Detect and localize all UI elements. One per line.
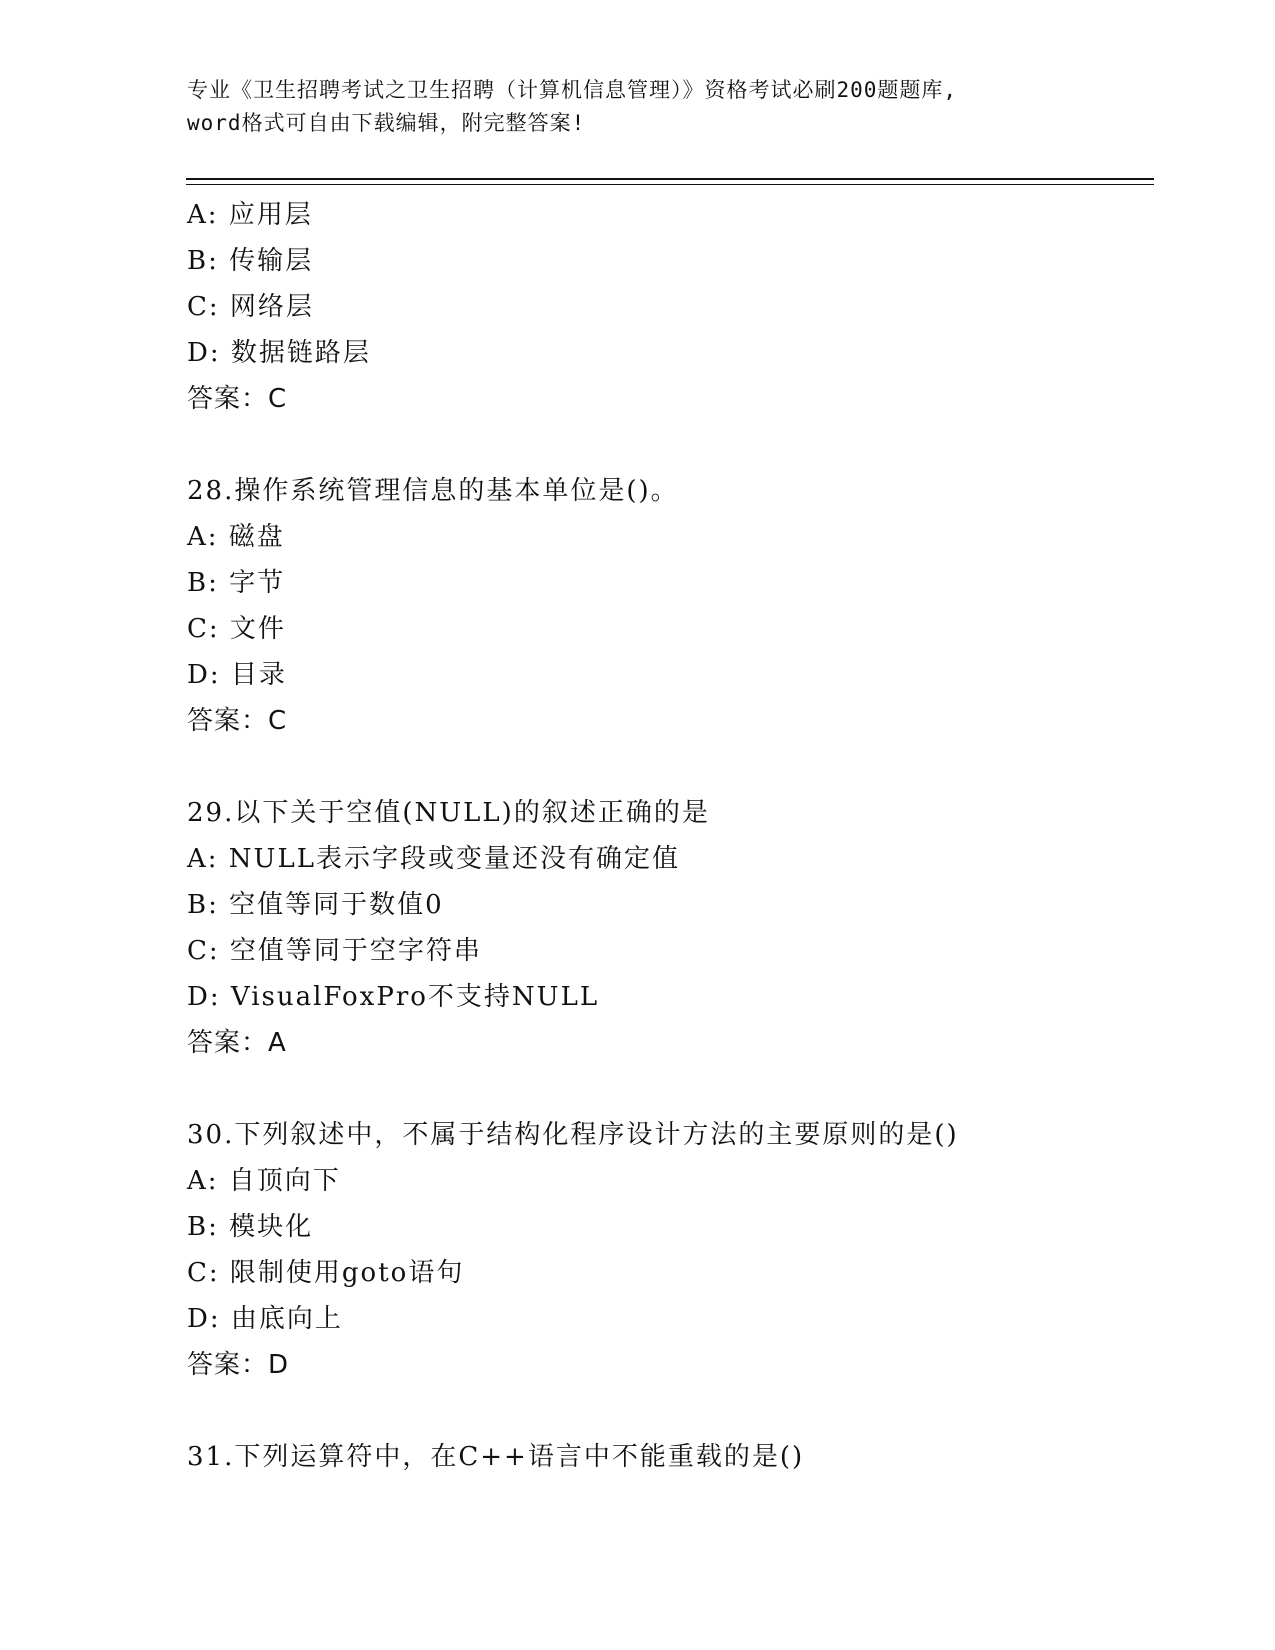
question-block (187, 790, 1147, 1066)
option-c: C: 网络层 (187, 292, 314, 322)
answer: 答案：C (187, 706, 288, 736)
option-c: C: 空值等同于空字符串 (187, 936, 482, 966)
option-d: D: 由底向上 (187, 1304, 343, 1334)
answer: 答案：D (187, 1350, 290, 1380)
option-b: B: 空值等同于数值0 (187, 890, 444, 920)
question-block (187, 468, 1147, 744)
question-text: 31.下列运算符中，在C++语言中不能重载的是() (187, 1442, 805, 1472)
option-a: A: 磁盘 (187, 522, 285, 552)
question-list (187, 192, 1147, 1480)
option-c: C: 文件 (187, 614, 286, 644)
option-a: A: NULL表示字段或变量还没有确定值 (187, 844, 680, 874)
question-text: 30.下列叙述中，不属于结构化程序设计方法的主要原则的是() (187, 1120, 959, 1150)
question-text: 28.操作系统管理信息的基本单位是()。 (187, 476, 679, 506)
question-block (187, 1112, 1147, 1388)
option-a: A: 自顶向下 (187, 1166, 341, 1196)
option-b: B: 模块化 (187, 1212, 314, 1242)
header-divider-thin (186, 184, 1154, 185)
answer: 答案：C (187, 384, 288, 414)
header-divider (186, 178, 1154, 180)
option-d: D: VisualFoxPro不支持NULL (187, 982, 600, 1012)
option-b: B: 字节 (187, 568, 286, 598)
question-block (187, 192, 1147, 422)
option-d: D: 目录 (187, 660, 287, 690)
header-line-1: 专业《卫生招聘考试之卫生招聘（计算机信息管理）》资格考试必刷200题题库, (187, 78, 958, 102)
document-header (187, 74, 1087, 140)
answer: 答案：A (187, 1028, 287, 1058)
question-block (187, 1434, 1147, 1480)
question-text: 29.以下关于空值(NULL)的叙述正确的是 (187, 798, 710, 828)
option-b: B: 传输层 (187, 246, 314, 276)
option-c: C: 限制使用goto语句 (187, 1258, 465, 1288)
header-line-2: word格式可自由下载编辑，附完整答案! (187, 111, 586, 135)
option-d: D: 数据链路层 (187, 338, 371, 368)
option-a: A: 应用层 (187, 200, 313, 230)
